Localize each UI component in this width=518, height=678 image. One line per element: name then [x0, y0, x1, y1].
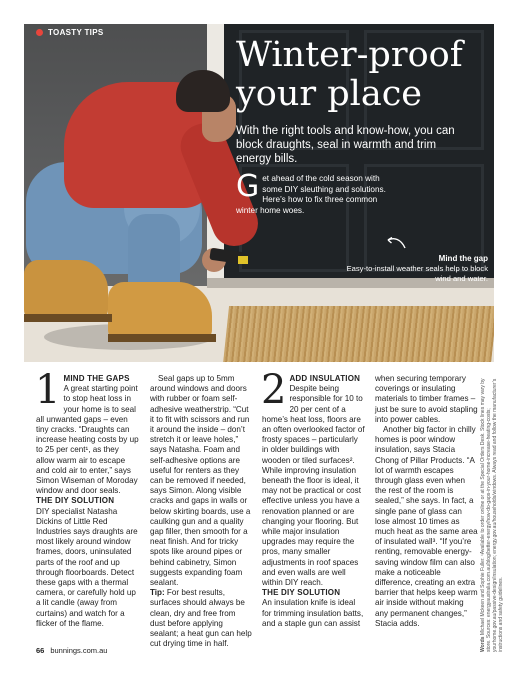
- boot-sole: [108, 334, 216, 342]
- person-hair: [176, 70, 230, 112]
- section-number: 2: [261, 367, 287, 413]
- section-heading: ADD INSULATION: [289, 374, 361, 383]
- paragraph: DIY specialist Natasha Dickins of Little Red Industries says draughts are most likely around window frames, doors, uninsulated parts of the roof and up through floorboards. Detect these gaps with a thermal camera, or carefully hold up a lit candle (away from curtains) and watch for a flicker of the flame.: [36, 506, 138, 628]
- intro-text: et ahead of the cold season with some DIY sleuthing and solutions. Here’s how to fix three common winter home woes.: [236, 174, 386, 215]
- tip-paragraph: [150, 588, 253, 649]
- section-tag-label: TOASTY TIPS: [48, 28, 104, 37]
- tag-dot-icon: [36, 29, 43, 36]
- section-number: 1: [35, 367, 61, 413]
- paragraph: Seal gaps up to 5mm around windows and doors with rubber or foam self-adhesive weatherstrip. “Cut it to fit with scissors and run it around the inside – don’t stretch it or leave holes,” says Natasha. Foam and self-adhesive options are useful for renters as they can be removed if needed, says Simon. Along visible cracks and gaps in walls or below skirting boards, use a caulking gun and a quality gap filler, then smooth for a neat finish. And for tricky spots like around pipes or behind cabinetry, Simon suggests expanding foam sealant.: [150, 374, 251, 588]
- paragraph: An insulation knife is ideal for trimming insulation batts, and a staple gun can assist: [262, 598, 364, 628]
- subheading: THE DIY SOLUTION: [36, 496, 115, 506]
- section-tag: [36, 28, 103, 37]
- doormat: [223, 306, 494, 362]
- tip-text: For best results, surfaces should always be clean, dry and free from dust before applying sealant; a heat gun can help cut drying time in half.: [150, 588, 252, 649]
- curved-arrow-icon: [385, 236, 407, 250]
- boot-sole: [24, 314, 112, 322]
- article-column-4: [375, 374, 478, 629]
- article-column-3: [261, 367, 365, 629]
- section-heading: MIND THE GAPS: [63, 374, 130, 383]
- paragraph: Another big factor in chilly homes is poor window insulation, says Stacia Chong of Pillar Products. “A lot of warmth escapes through glass even when the rest of the room is sealed,” she says. In fact, a single pane of glass can lose almost 10 times as much heat as the same area of insulated wall³. “If you’re renting, removable energy-saving window film can also make a noticeable difference, creating an extra barrier that helps keep warm air inside without making any permanent changes,” Stacia adds.: [375, 425, 478, 628]
- page-footer: [36, 646, 107, 655]
- work-boot: [24, 260, 108, 320]
- work-boot: [108, 282, 212, 340]
- credits-sidebar: [480, 372, 504, 652]
- page-number: 66: [36, 646, 45, 655]
- article-headline: Winter-proof your place: [236, 35, 463, 114]
- subheading: THE DIY SOLUTION: [262, 588, 341, 598]
- article-column-2: [150, 374, 253, 649]
- credits-text: Michael Mckeen and Sophie Fuller. ¹Available to order online or at the Special Orders Desk. Stock lines may vary by store. Sources: energyaustralia.com.au/blog/better-energy/how-do-gaps-in-your-home-increase-heating-costs; yourhome.gov.au/passive-design/insulation; energy.gov.au/households/windows. Always read and follow the manufacturer’s instructions and safety guidelines.: [480, 378, 504, 652]
- footer-site: bunnings.com.au: [50, 646, 108, 655]
- paragraph: Despite being responsible for 10 to 20 per cent of a home’s heat loss, floors are an often overlooked factor of frosty spaces – particularly in older buildings with wooden or tiled surfaces². While improving insulation beneath the floor is ideal, it may not be practical or cost effective unless you have a renovation planned or are changing your flooring. But while major insulation upgrades may require the pros, many smaller adjustments in roof spaces and even walls are well within DIY reach.: [262, 384, 365, 588]
- paragraph: A great starting point to stop heat loss in your home is to seal all unwanted gaps – even tiny cracks. “Draughts can increase heating costs by up to 25 per cent¹, as they allow warm air to escape and cold air to enter,” says Simon Wiseman of Moroday window and door seals.: [36, 384, 139, 496]
- article-deck: With the right tools and know-how, you can block draughts, seal in warmth and trim energy bills.: [236, 125, 455, 165]
- paragraph: when securing temporary coverings or insulating materials to timber frames – just be sure to avoid stapling into power cables.: [375, 374, 478, 424]
- photo-caption-title: Mind the gap: [438, 254, 488, 263]
- article-intro: [236, 169, 386, 216]
- article-column-1: [35, 367, 139, 629]
- caulking-tool-tip: [238, 256, 248, 264]
- intro-drop-cap: G: [236, 169, 260, 204]
- tip-label: Tip:: [150, 588, 165, 598]
- photo-caption-body: Easy-to-install weather seals help to block wind and water.: [346, 264, 488, 283]
- credits-label: Words: [480, 636, 486, 652]
